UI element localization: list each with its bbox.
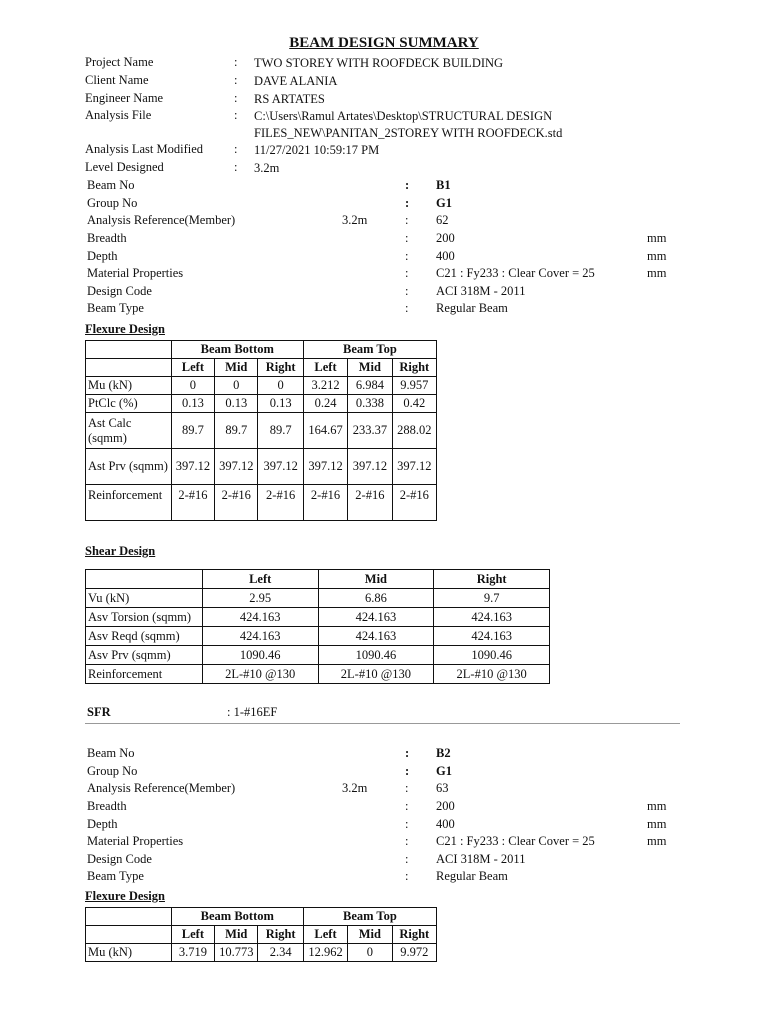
value: C21 : Fy233 : Clear Cover = 25 [436,834,595,848]
table-row [86,665,550,684]
colon: : [405,869,409,883]
value: B1 [436,178,451,192]
colon: : [405,196,410,210]
colon: : [405,781,409,795]
material-row [87,266,687,283]
group-no-row [87,196,687,213]
flexure-table [85,340,437,521]
analysis-ref-row [87,781,687,798]
table-cell: 2.34 [258,944,303,962]
label: Analysis Reference(Member) [87,213,236,227]
table-cell: 233.37 [348,413,392,449]
value: 400 [436,249,455,263]
column-header: Mid [348,926,392,944]
label: Analysis Last Modified [85,142,204,156]
column-header: Right [258,359,303,377]
unit: mm [647,231,667,245]
table-cell: 2-#16 [303,485,347,521]
table-cell [86,570,203,589]
row-label: PtClc (%) [86,395,172,413]
table-cell: 0.13 [171,395,214,413]
column-header: Right [258,926,303,944]
table-row [86,377,437,395]
table-cell: 424.163 [318,627,434,646]
table-row [86,570,550,589]
label: Depth [87,817,118,831]
beam-type-row [87,869,687,886]
colon: : [405,764,410,778]
table-cell: 0 [348,944,392,962]
design-code-row [87,852,687,869]
value: TWO STOREY WITH ROOFDECK BUILDING [254,56,504,70]
row-label: Ast Calc (sqmm) [86,413,172,449]
table-cell [86,926,172,944]
label: Beam Type [87,869,144,883]
colon: : [234,73,238,87]
label: Engineer Name [85,91,164,105]
label: Project Name [85,55,154,69]
value: 62 [436,213,449,227]
table-cell: 2-#16 [392,485,436,521]
value: Regular Beam [436,301,508,315]
column-header: Left [171,926,214,944]
label: Design Code [87,284,152,298]
table-cell [86,359,172,377]
unit: mm [647,249,667,263]
table-cell: 2L-#10 @130 [202,665,318,684]
table-cell: 9.972 [392,944,436,962]
table-cell: 397.12 [392,449,436,485]
section-divider [85,723,680,724]
row-label: Asv Prv (sqmm) [86,646,203,665]
label: Design Code [87,852,152,866]
colon: : [405,852,409,866]
unit: mm [647,799,667,813]
column-header: Right [392,926,436,944]
ref: 3.2m [342,781,368,795]
value: DAVE ALANIA [254,74,338,88]
table-row [86,359,437,377]
shear-table [85,569,550,684]
row-label: Ast Prv (sqmm) [86,449,172,485]
table-row [86,341,437,359]
table-cell: 10.773 [215,944,258,962]
beam-type-row [87,301,687,318]
value: 400 [436,817,455,831]
flexure-design-heading: Flexure Design [85,889,165,903]
table-cell: 0.24 [303,395,347,413]
ref: 3.2m [342,213,368,227]
column-header: Right [392,359,436,377]
table-cell: 164.67 [303,413,347,449]
value: B2 [436,746,451,760]
table-cell: 424.163 [434,627,550,646]
table-row [86,485,437,521]
table-cell: 424.163 [318,608,434,627]
flexure-table [85,907,437,962]
colon: : [405,746,410,760]
column-header: Mid [318,570,434,589]
value: 11/27/2021 10:59:17 PM [254,143,380,157]
table-cell: 2L-#10 @130 [434,665,550,684]
colon: : [405,817,409,831]
colon: : [234,160,238,174]
table-cell: 1090.46 [318,646,434,665]
material-row [87,834,687,851]
shear-design-heading: Shear Design [85,544,156,558]
table-row [86,395,437,413]
table-cell: 0 [171,377,214,395]
column-group-header: Beam Bottom [171,341,303,359]
table-cell: 424.163 [202,608,318,627]
depth-row [87,249,687,266]
table-cell: 89.7 [215,413,258,449]
table-cell: 1090.46 [434,646,550,665]
table-row [86,608,550,627]
table-cell: 1090.46 [202,646,318,665]
column-header: Left [171,359,214,377]
table-row [86,627,550,646]
colon: : [405,834,409,848]
design-code-row [87,284,687,301]
sfr-label: SFR [87,705,111,719]
value-continued: FILES_NEW\PANITAN_2STOREY WITH ROOFDECK.std [254,126,563,140]
table-row [86,413,437,449]
column-header: Mid [348,359,392,377]
row-label: Mu (kN) [86,377,172,395]
value: 63 [436,781,449,795]
table-cell: 397.12 [258,449,303,485]
table-row [86,589,550,608]
value: G1 [436,764,452,778]
label: Group No [87,764,138,778]
value: G1 [436,196,452,210]
column-header: Mid [215,926,258,944]
column-header: Mid [215,359,258,377]
table-cell: 397.12 [348,449,392,485]
value: C:\Users\Ramul Artates\Desktop\STRUCTURAL DESIGN [254,109,553,123]
colon: : [234,91,238,105]
table-cell: 89.7 [171,413,214,449]
colon: : [405,213,409,227]
label: Depth [87,249,118,263]
table-cell: 2-#16 [215,485,258,521]
value: ACI 318M - 2011 [436,852,526,866]
table-cell: 0.338 [348,395,392,413]
column-header: Left [303,926,347,944]
column-group-header: Beam Top [303,341,436,359]
row-label: Reinforcement [86,665,203,684]
table-row [86,944,437,962]
table-cell: 0 [258,377,303,395]
row-label: Vu (kN) [86,589,203,608]
value: RS ARTATES [254,92,325,106]
value: 200 [436,799,455,813]
table-cell: 0.13 [215,395,258,413]
label: Analysis File [85,108,152,122]
table-cell: 288.02 [392,413,436,449]
table-cell: 0.13 [258,395,303,413]
colon: : [405,301,409,315]
analysis-ref-row [87,213,687,230]
breadth-row [87,231,687,248]
label: Material Properties [87,266,184,280]
depth-row [87,817,687,834]
label: Analysis Reference(Member) [87,781,236,795]
table-row [86,449,437,485]
table-cell: 0.42 [392,395,436,413]
table-cell: 9.957 [392,377,436,395]
colon: : [234,142,238,156]
table-cell: 424.163 [434,608,550,627]
table-cell: 2-#16 [348,485,392,521]
colon: : [405,249,409,263]
table-cell: 2-#16 [258,485,303,521]
column-header: Left [202,570,318,589]
value: C21 : Fy233 : Clear Cover = 25 [436,266,595,280]
table-cell: 12.962 [303,944,347,962]
row-label: Asv Torsion (sqmm) [86,608,203,627]
beam-no-row [87,746,687,763]
table-cell: 6.984 [348,377,392,395]
column-header: Right [434,570,550,589]
unit: mm [647,834,667,848]
sfr-value: : 1-#16EF [227,705,278,719]
colon: : [405,231,409,245]
group-no-row [87,764,687,781]
column-group-header: Beam Top [303,908,436,926]
colon: : [234,55,238,69]
label: Beam No [87,178,135,192]
table-cell: 2L-#10 @130 [318,665,434,684]
table-cell: 397.12 [171,449,214,485]
table-cell: 6.86 [318,589,434,608]
table-cell: 424.163 [202,627,318,646]
table-cell: 0 [215,377,258,395]
beam-no-row [87,178,687,195]
table-cell [86,341,172,359]
unit: mm [647,817,667,831]
colon: : [405,284,409,298]
label: Beam No [87,746,135,760]
label: Beam Type [87,301,144,315]
colon: : [405,178,410,192]
row-label: Mu (kN) [86,944,172,962]
label: Level Designed [85,160,164,174]
row-label: Asv Reqd (sqmm) [86,627,203,646]
flexure-design-heading: Flexure Design [85,322,165,336]
row-label: Reinforcement [86,485,172,521]
table-row [86,646,550,665]
column-header: Left [303,359,347,377]
label: Client Name [85,73,149,87]
table-row [86,908,437,926]
label: Group No [87,196,138,210]
table-cell: 397.12 [303,449,347,485]
value: 3.2m [254,161,280,175]
page-title: BEAM DESIGN SUMMARY [289,35,479,51]
value: 200 [436,231,455,245]
colon: : [405,266,409,280]
label: Breadth [87,231,127,245]
label: Material Properties [87,834,184,848]
label: Breadth [87,799,127,813]
table-row [86,926,437,944]
table-cell: 397.12 [215,449,258,485]
table-cell: 9.7 [434,589,550,608]
table-cell: 2.95 [202,589,318,608]
value: ACI 318M - 2011 [436,284,526,298]
value: Regular Beam [436,869,508,883]
colon: : [234,108,238,122]
table-cell: 2-#16 [171,485,214,521]
unit: mm [647,266,667,280]
table-cell: 3.212 [303,377,347,395]
colon: : [405,799,409,813]
table-cell [86,908,172,926]
table-cell: 3.719 [171,944,214,962]
table-cell: 89.7 [258,413,303,449]
column-group-header: Beam Bottom [171,908,303,926]
breadth-row [87,799,687,816]
